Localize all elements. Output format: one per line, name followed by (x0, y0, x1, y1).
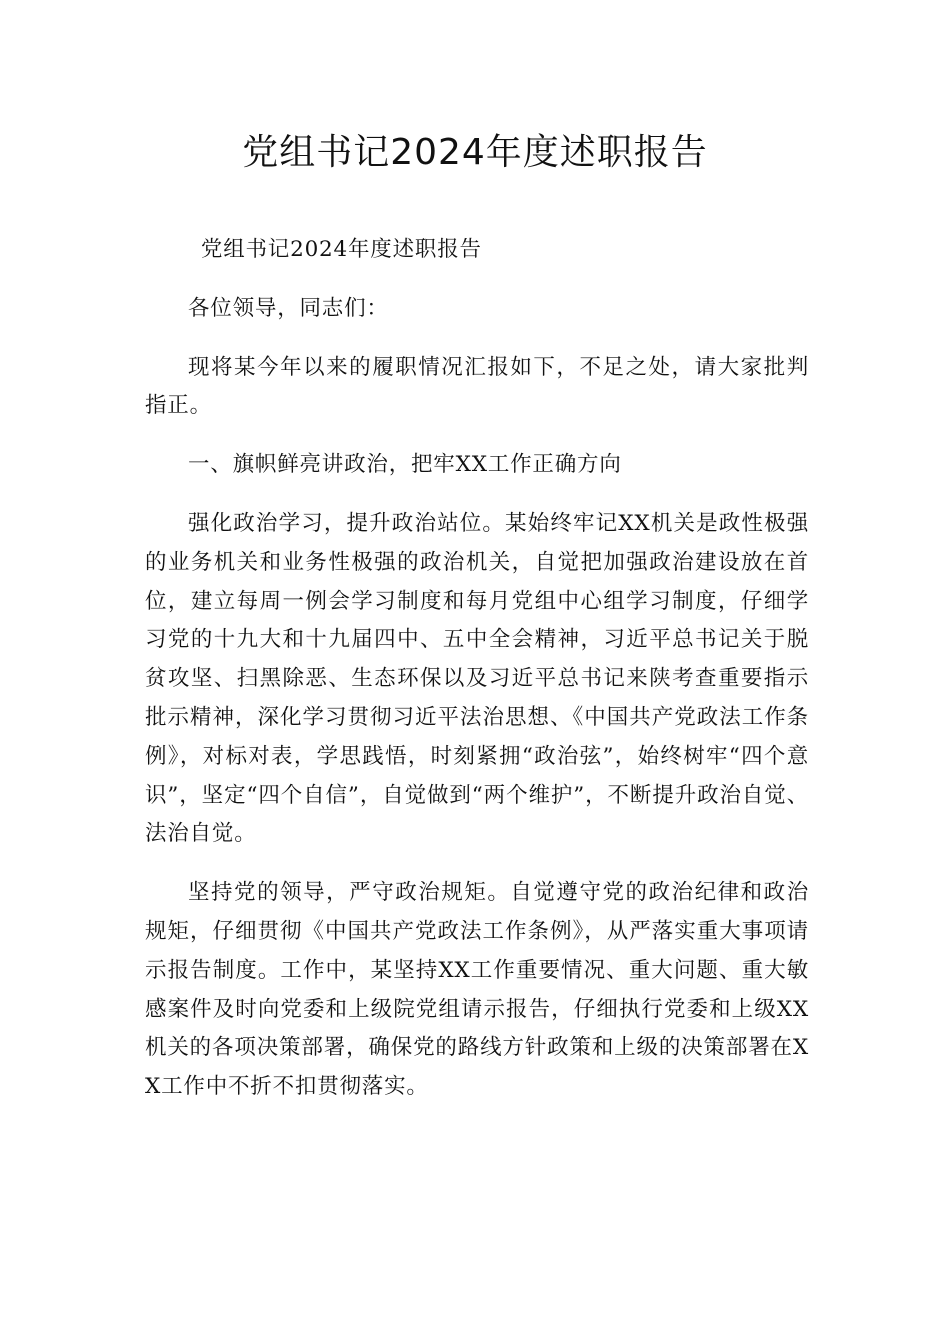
salutation: 各位领导，同志们： (188, 295, 389, 321)
document-title: 党组书记2024年度述职报告 (242, 132, 708, 173)
section-heading: 一、旗帜鲜亮讲政治，把牢XX工作正确方向 (188, 452, 622, 478)
document-body (145, 231, 809, 1127)
intro-paragraph: 现将某今年以来的履职情况汇报如下，不足之处，请大家批判指正。 (145, 354, 809, 419)
body-paragraph: 强化政治学习，提升政治站位。某始终牢记XX机关是政性极强的业务机关和业务性极强的政治机关，自觉把加强政治建设放在首位，建立每周一例会学习制度和每月党组中心组学习制度，仔细学习党的十九大和十九届四中、五中全会精神，习近平总书记关于脱贫攻坚、扫黑除恶、生态环保以及习近平总书记来陕考查重要指示批示精神，深化学习贯彻习近平法治思想、《中国共产党政法工作条例》，对标对表，学思践悟，时刻紧拥“政治弦”，始终树牢“四个意识”，坚定“四个自信”，自觉做到“两个维护”，不断提升政治自觉、法治自觉。 (145, 510, 809, 847)
body-subtitle: 党组书记2024年度述职报告 (200, 237, 482, 262)
body-paragraph: 坚持党的领导，严守政治规矩。自觉遵守党的政治纪律和政治规矩，仔细贯彻《中国共产党政法工作条例》，从严落实重大事项请示报告制度。工作中，某坚持XX工作重要情况、重大问题、重大敏感案件及时向党委和上级院党组请示报告，仔细执行党委和上级XX机关的各项决策部署，确保党的路线方针政策和上级的决策部署在XX工作中不折不扣贯彻落实。 (145, 880, 809, 1100)
